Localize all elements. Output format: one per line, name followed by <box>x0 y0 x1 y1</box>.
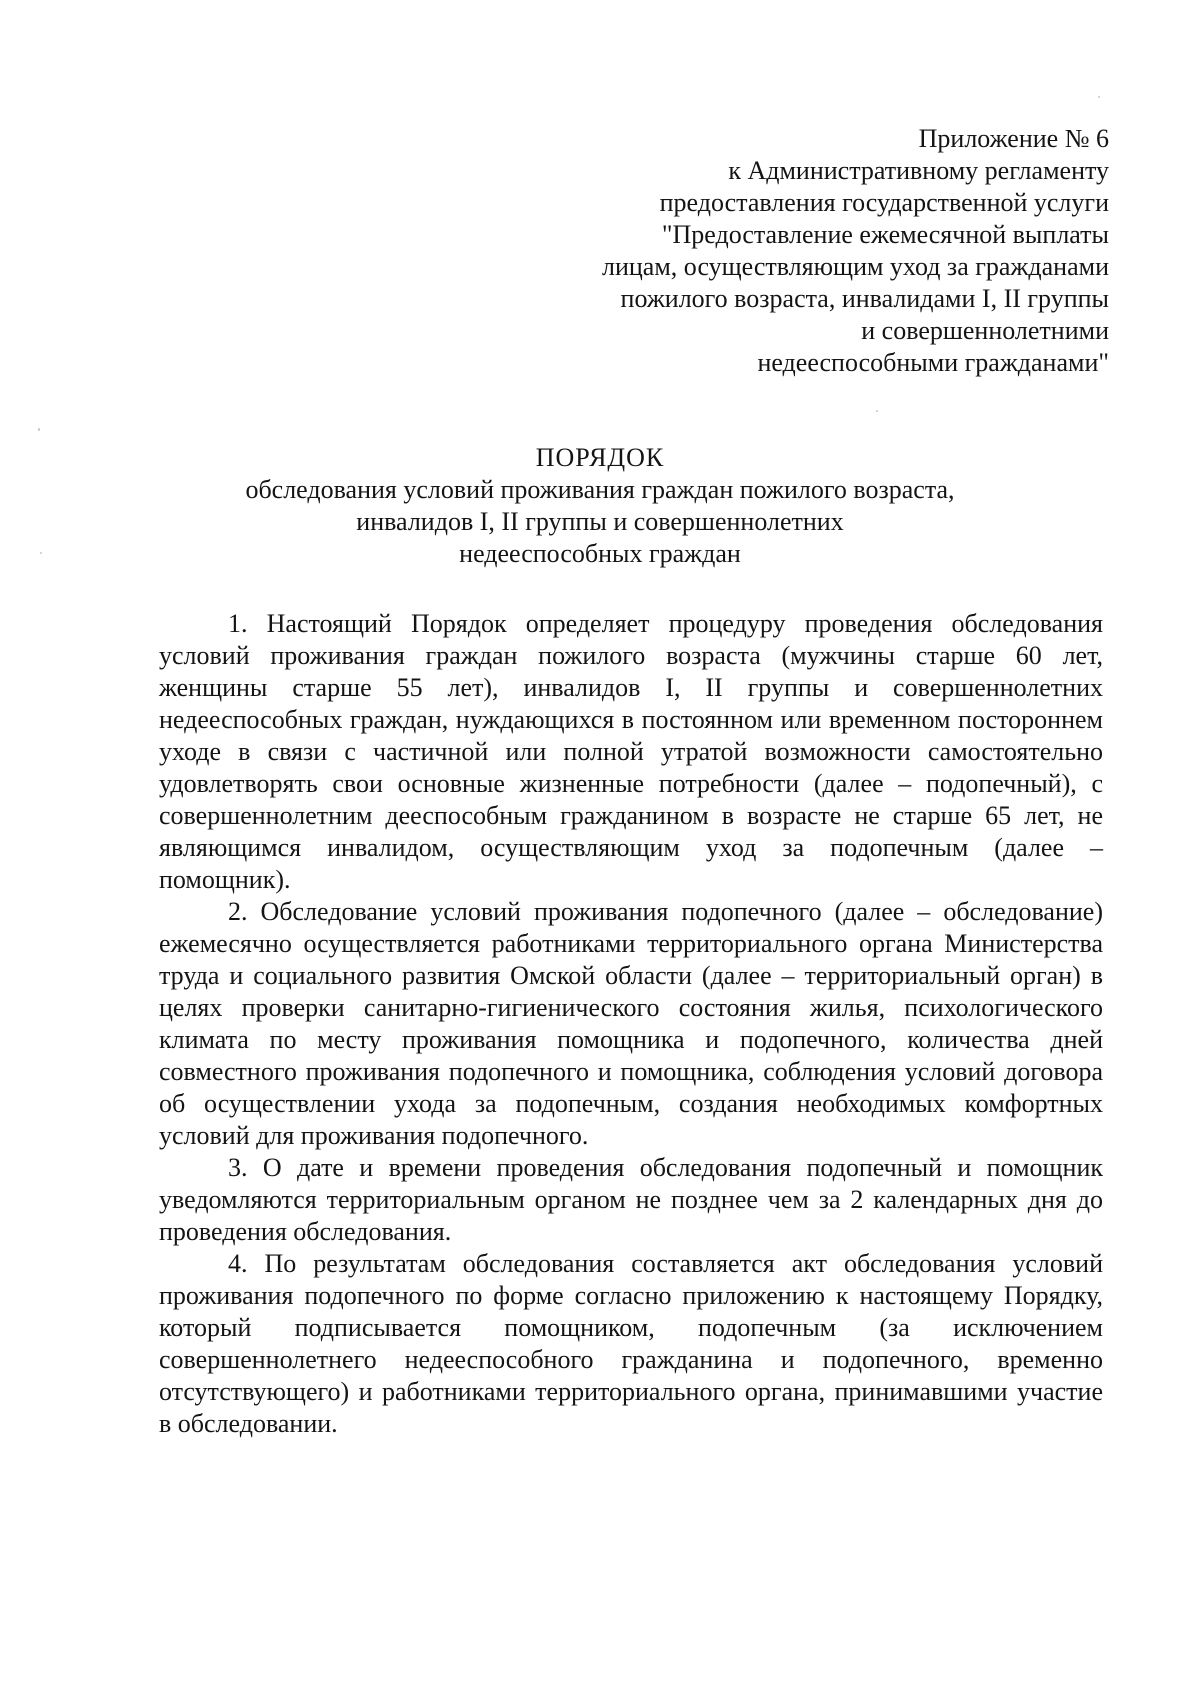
appendix-header-line: Приложение № 6 <box>918 124 1109 153</box>
document-subtitle-line: инвалидов I, II группы и совершеннолетних <box>356 507 844 536</box>
scan-artifact <box>40 552 42 554</box>
document-body <box>159 608 1103 1440</box>
scan-artifact <box>876 410 878 412</box>
appendix-header-line: и совершеннолетними <box>861 316 1109 345</box>
scan-artifact <box>38 428 40 431</box>
document-title-block <box>0 442 1200 570</box>
document-title: ПОРЯДОК <box>535 443 665 472</box>
appendix-header-line: лицам, осуществляющим уход за гражданами <box>602 252 1109 281</box>
paragraph-3: 3. О дате и времени проведения обследования подопечный и помощник уведомляются территориальным органом не позднее чем за 2 календарных дня до проведения обследования. <box>159 1153 1103 1246</box>
paragraph-4: 4. По результатам обследования составляется акт обследования условий проживания подопечного по форме согласно приложению к настоящему Порядку, который подписывается помощником, подопечным (за исключением совершеннолетнего недееспособного гражданина и подопечного, временно отсутствующего) и работниками территориального органа, принимавшими участие в обследовании. <box>159 1249 1103 1438</box>
appendix-header-line: пожилого возраста, инвалидами I, II группы <box>620 284 1109 313</box>
appendix-header-line: недееспособными гражданами" <box>757 348 1109 377</box>
appendix-header <box>469 123 1109 379</box>
paragraph-1: 1. Настоящий Порядок определяет процедуру проведения обследования условий проживания граждан пожилого возраста (мужчины старше 60 лет, женщины старше 55 лет), инвалидов I, II группы и совершеннолетних недееспособных граждан, нуждающихся в постоянном или временном постороннем уходе в связи с частичной или полной утратой возможности самостоятельно удовлетворять свои основные жизненные потребности (далее – подопечный), с совершеннолетним дееспособным гражданином в возрасте не старше 65 лет, не являющимся инвалидом, осуществляющим уход за подопечным (далее – помощник). <box>159 609 1103 894</box>
paragraph-2: 2. Обследование условий проживания подопечного (далее – обследование) ежемесячно осуществляется работниками территориального органа Министерства труда и социального развития Омской области (далее – территориальный орган) в целях проверки санитарно-гигиенического состояния жилья, психологического климата по месту проживания помощника и подопечного, количества дней совместного проживания подопечного и помощника, соблюдения условий договора об осуществлении ухода за подопечным, создания необходимых комфортных условий для проживания подопечного. <box>159 897 1103 1150</box>
appendix-header-line: "Предоставление ежемесячной выплаты <box>661 220 1109 249</box>
scan-artifact <box>1098 96 1100 98</box>
appendix-header-line: к Административному регламенту <box>728 156 1109 185</box>
document-subtitle-line: обследования условий проживания граждан пожилого возраста, <box>245 475 955 504</box>
document-subtitle-line: недееспособных граждан <box>459 539 741 568</box>
appendix-header-line: предоставления государственной услуги <box>659 188 1109 217</box>
